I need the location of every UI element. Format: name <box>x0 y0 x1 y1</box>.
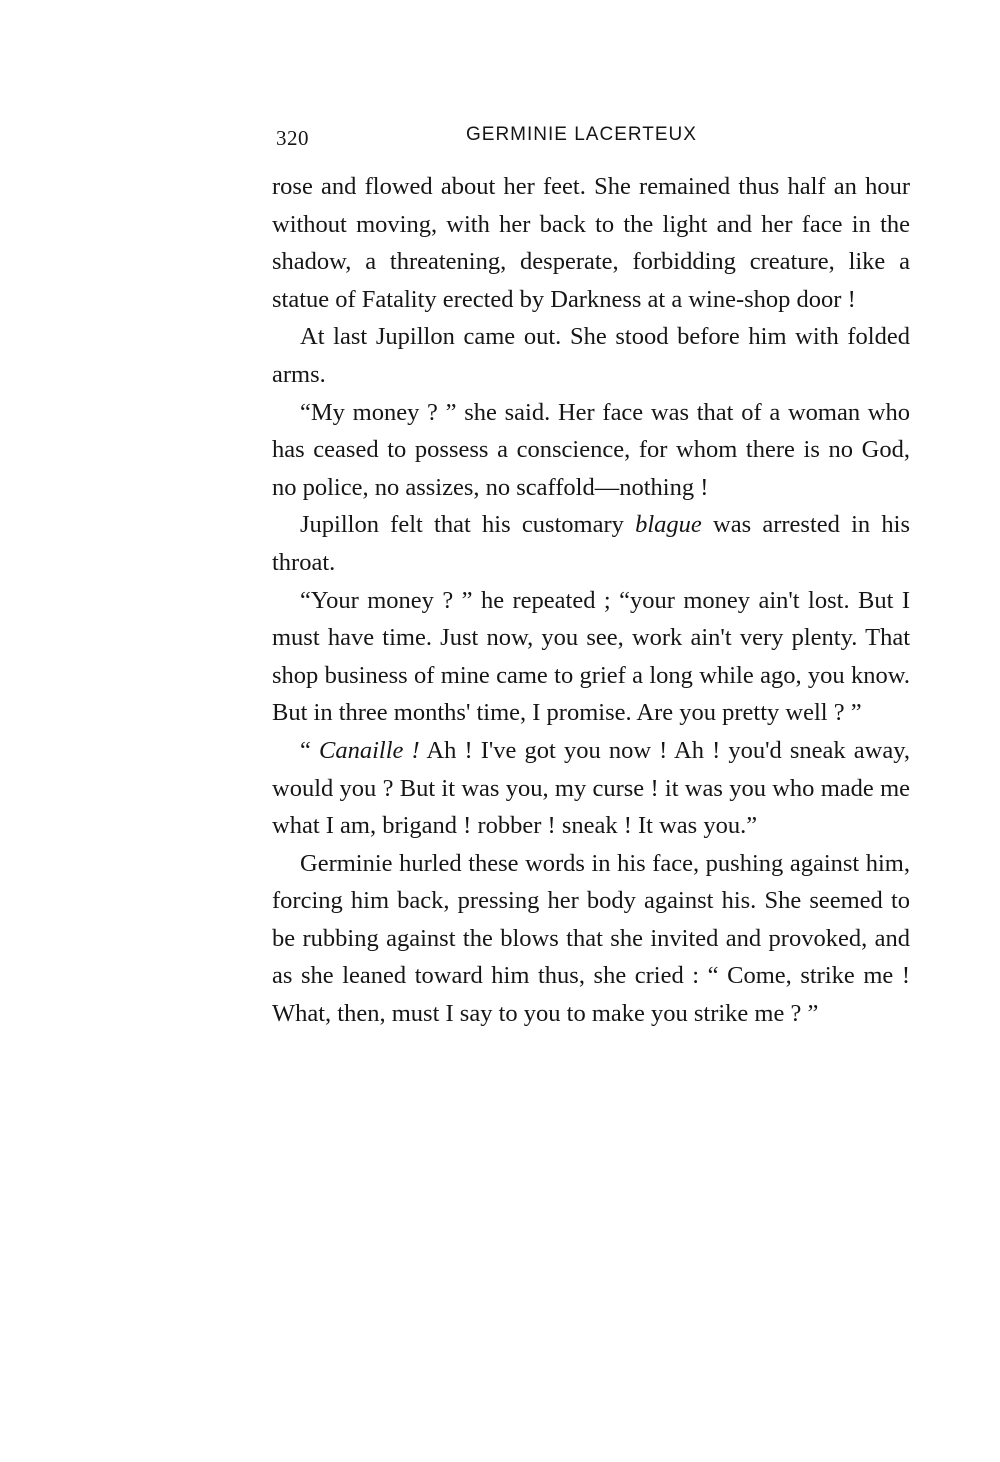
paragraph-text: “Your money ? ” he repeated ; “your money ain't lost. But I must have time. Just now, you see, work ain't very plenty. That shop business of mine came to grief a long while ago, you know. But in three months' time, I promise. Are you pretty well ? ” <box>272 586 910 727</box>
paragraph-6 <box>272 732 910 845</box>
italic-word-blague: blague <box>635 511 702 539</box>
paragraph-text: At last Jupillon came out. She stood before him with folded arms. <box>272 323 910 388</box>
page-number: 320 <box>276 126 309 150</box>
running-head <box>272 120 910 154</box>
paragraph-text: Ah ! I've got you now ! Ah ! you'd sneak away, would you ? But it was you, my curse ! it was you who made me what I am, brigand ! robber ! sneak ! It was you.” <box>272 736 911 840</box>
paragraph-text: “My money ? ” she said. Her face was that of a woman who has ceased to possess a conscience, for whom there is no God, no police, no assizes, no scaffold—nothing ! <box>272 398 910 501</box>
paragraph-text: rose and flowed about her feet. She remained thus half an hour without moving, with her back to the light and her face in the shadow, a threatening, desperate, forbidding creature, like a statue of Fatality erected by Darkness at a wine-shop door ! <box>272 173 910 313</box>
paragraph-text: “ <box>300 736 319 764</box>
paragraph-text: was arrested in his throat. <box>272 511 910 576</box>
book-page <box>272 120 910 1033</box>
paragraph-7 <box>272 845 910 1033</box>
paragraph-4 <box>272 506 910 581</box>
paragraph-1 <box>272 168 910 318</box>
paragraph-text: Jupillon felt that his customary <box>300 511 636 539</box>
italic-word-canaille: Canaille ! <box>319 736 420 764</box>
paragraph-3 <box>272 394 910 507</box>
running-title: GERMINIE LACERTEUX <box>466 124 697 145</box>
body-text <box>272 168 910 1033</box>
paragraph-2 <box>272 318 910 393</box>
paragraph-5 <box>272 582 910 732</box>
paragraph-text: Germinie hurled these words in his face, pushing against him, forcing him back, pressing her body against his. She seemed to be rubbing against the blows that she invited and provoked, and as she leaned toward him thus, she cried : “ Come, strike me ! What, then, must I say to you to make you strike me ? ” <box>272 849 910 1028</box>
